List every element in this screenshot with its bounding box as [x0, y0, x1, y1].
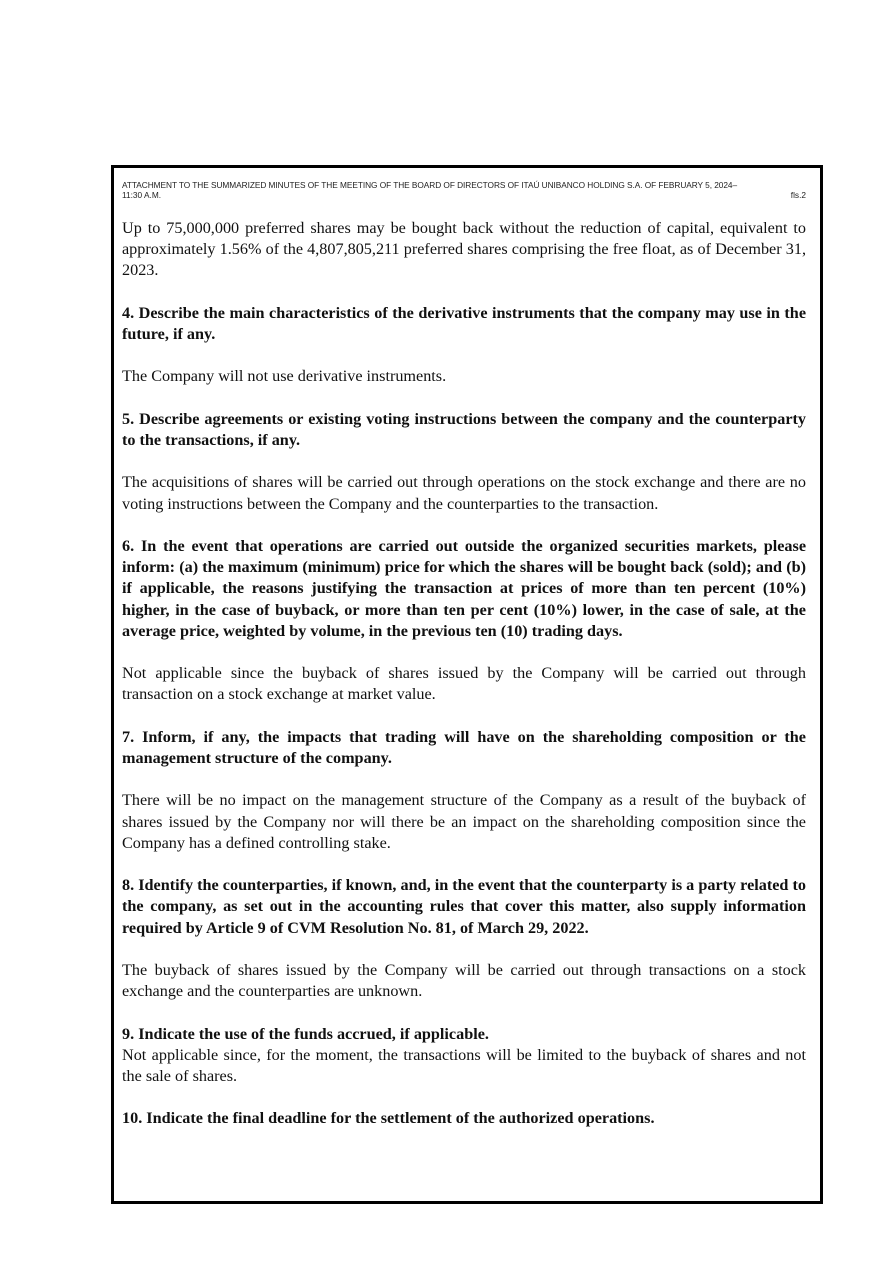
answer-4: The Company will not use derivative instruments. — [122, 367, 447, 386]
document-body — [122, 218, 806, 1130]
question-9: 9. Indicate the use of the funds accrued, if applicable. — [122, 1024, 489, 1043]
header-page-ref: fls.2 — [790, 190, 806, 200]
header-title: ATTACHMENT TO THE SUMMARIZED MINUTES OF THE MEETING OF THE BOARD OF DIRECTORS OF ITAÚ UNIBANCO HOLDING S.A. OF FEBRUARY 5, 2024– — [122, 180, 738, 190]
question-5: 5. Describe agreements or existing voting instructions between the company and the counterparty to the transactions, if any. — [122, 409, 806, 449]
page-header — [122, 180, 806, 200]
answer-6: Not applicable since the buyback of shares issued by the Company will be carried out through transaction on a stock exchange at market value. — [122, 664, 806, 704]
header-time: 11:30 A.M. — [122, 190, 162, 200]
answer-5: The acquisitions of shares will be carried out through operations on the stock exchange and there are no voting instructions between the Company and the counterparties to the transaction. — [122, 473, 806, 513]
question-8: 8. Identify the counterparties, if known, and, in the event that the counterparty is a party related to the company, as set out in the accounting rules that cover this matter, also supply information required by Article 9 of CVM Resolution No. 81, of March 29, 2022. — [122, 876, 806, 937]
question-7: 7. Inform, if any, the impacts that trading will have on the shareholding composition or the management structure of the company. — [122, 727, 806, 767]
document-frame — [111, 165, 823, 1204]
question-10: 10. Indicate the final deadline for the settlement of the authorized operations. — [122, 1109, 655, 1128]
document-content — [122, 168, 806, 1201]
question-4: 4. Describe the main characteristics of the derivative instruments that the company may use in the future, if any. — [122, 303, 806, 343]
intro-paragraph: Up to 75,000,000 preferred shares may be bought back without the reduction of capital, equivalent to approximately 1.56% of the 4,807,805,211 preferred shares comprising the free float, as of December 31, 2023. — [122, 219, 806, 280]
answer-9: Not applicable since, for the moment, the transactions will be limited to the buyback of shares and not the sale of shares. — [122, 1045, 806, 1085]
answer-8: The buyback of shares issued by the Company will be carried out through transactions on a stock exchange and the counterparties are unknown. — [122, 960, 806, 1001]
question-6: 6. In the event that operations are carried out outside the organized securities markets, please inform: (a) the maximum (minimum) price for which the shares will be bought back (sold); and (b) if applicable, the reasons justifying the transaction at prices of more than ten percent (10%) higher, in the case of buyback, or more than ten per cent (10%) lower, in the case of sale, at the average price, weighted by volume, in the previous ten (10) trading days. — [122, 536, 806, 640]
answer-7: There will be no impact on the management structure of the Company as a result of the buyback of shares issued by the Company nor will there be an impact on the shareholding composition since the Company has a defined controlling stake. — [122, 791, 806, 852]
